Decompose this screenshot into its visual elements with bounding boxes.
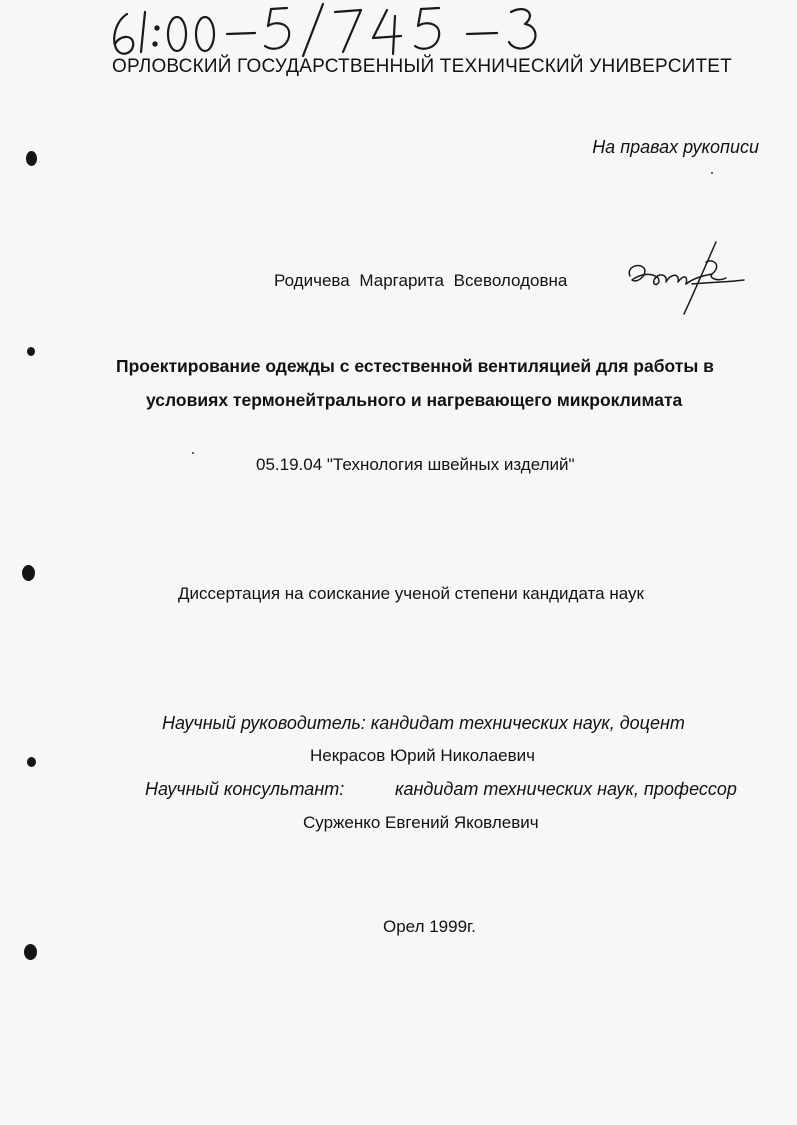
university-name: ОРЛОВСКИЙ ГОСУДАРСТВЕННЫЙ ТЕХНИЧЕСКИЙ УНИВЕРСИТЕТ bbox=[112, 56, 732, 77]
rights-note: На правах рукописи bbox=[592, 137, 759, 157]
binding-hole bbox=[27, 757, 36, 767]
specialty-code: 05.19.04 "Технология швейных изделий" bbox=[256, 455, 575, 474]
author-name: Родичева Маргарита Всеволодовна bbox=[274, 271, 568, 290]
scan-speck bbox=[711, 172, 713, 174]
thesis-title-line-1: Проектирование одежды с естественной вентиляцией для работы в bbox=[116, 356, 714, 376]
binding-hole bbox=[24, 944, 37, 960]
supervisor-role: Научный руководитель: кандидат технических наук, доцент bbox=[162, 713, 685, 733]
place-and-year: Орел 1999г. bbox=[383, 917, 476, 936]
consultant-degree: кандидат технических наук, профессор bbox=[395, 779, 737, 799]
degree-statement: Диссертация на соискание ученой степени кандидата наук bbox=[178, 584, 644, 603]
consultant-name: Сурженко Евгений Яковлевич bbox=[303, 813, 539, 832]
binding-hole bbox=[26, 151, 37, 166]
binding-hole bbox=[22, 565, 35, 581]
binding-hole bbox=[27, 347, 35, 356]
handwritten-archive-number bbox=[105, 0, 595, 60]
scan-speck bbox=[192, 452, 194, 454]
author-signature bbox=[622, 238, 747, 318]
consultant-role: Научный консультант: bbox=[145, 779, 345, 799]
thesis-title-line-2: условиях термонейтрального и нагревающего микроклимата bbox=[146, 390, 683, 410]
supervisor-name: Некрасов Юрий Николаевич bbox=[310, 746, 536, 765]
